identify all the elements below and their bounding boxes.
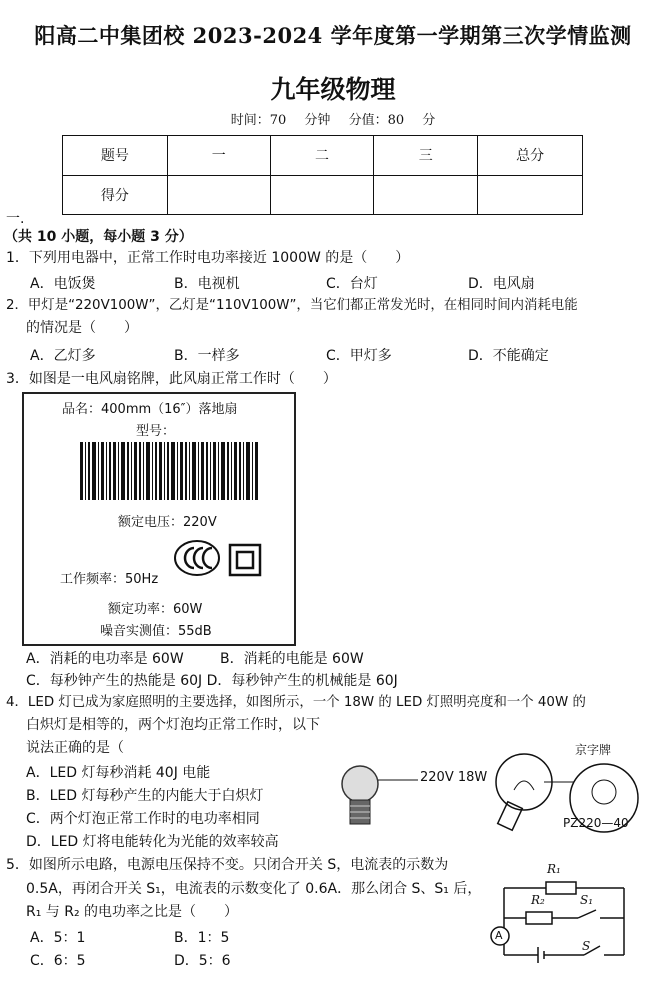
plate-frequency: 工作频率：50Hz xyxy=(60,572,159,587)
q5-option-d: D．5：6 xyxy=(174,953,231,969)
plate-voltage: 额定电压：220V xyxy=(118,515,217,530)
q2-option-c: C．甲灯多 xyxy=(326,348,392,364)
score-table xyxy=(62,135,583,215)
q1-option-c: C．台灯 xyxy=(326,276,378,292)
circuit-label-s: S xyxy=(582,939,591,953)
circuit-label-ammeter: A xyxy=(495,929,503,942)
exam-subject: 九年级物理 xyxy=(270,75,396,104)
q4-option-d: D．LED 灯将电能转化为光能的效率较高 xyxy=(26,834,279,850)
bulb-brand-label: 京字牌 xyxy=(575,743,612,757)
plate-name: 品名：400mm（16″）落地扇 xyxy=(62,402,238,417)
plate-noise: 噪音实测值：55dB xyxy=(100,624,212,639)
score-label: 分值：80 分 xyxy=(348,113,436,128)
score-header-cell: 三 xyxy=(374,136,478,176)
score-header-cell: 题号 xyxy=(63,136,168,176)
time-label: 时间：70 分钟 xyxy=(230,113,331,128)
barcode-image xyxy=(80,442,260,500)
score-cell[interactable] xyxy=(270,175,374,215)
q5-stem-line3: R₁ 与 R₂ 的电功率之比是（ ） xyxy=(26,904,239,920)
q4-option-a: A．LED 灯每秒消耗 40J 电能 xyxy=(26,765,211,781)
q5-stem-line2: 0.5A，再闭合开关 S₁，电流表的示数变化了 0.6A．那么闭合 S、S₁ 后， xyxy=(26,881,482,897)
q5-option-a: A．5：1 xyxy=(30,930,86,946)
q3-option-b: B．消耗的电能是 60W xyxy=(220,651,364,667)
led-bulb-image xyxy=(338,762,418,834)
score-cell[interactable] xyxy=(374,175,478,215)
q5-stem-line1: 5．如图所示电路，电源电压保持不变。只闭合开关 S，电流表的示数为 xyxy=(6,857,449,873)
score-header-cell: 总分 xyxy=(478,136,583,176)
exam-title: 阳高二中集团校 2023-2024 学年度第一学期第三次学情监测 xyxy=(34,23,632,48)
q5-option-b: B．1：5 xyxy=(174,930,230,946)
plate-model: 型号： xyxy=(136,424,176,439)
score-table-row xyxy=(63,175,583,215)
q2-option-d: D．不能确定 xyxy=(468,348,549,364)
q5-option-c: C．6：5 xyxy=(30,953,86,969)
q1-option-a: A．电饭煲 xyxy=(30,276,96,292)
score-row-label: 得分 xyxy=(63,175,168,215)
q1-stem: 1．下列用电器中，正常工作时电功率接近 1000W 的是（ ） xyxy=(6,250,410,266)
section-number: 一. xyxy=(6,211,25,227)
q1-option-d: D．电风扇 xyxy=(468,276,535,292)
q4-option-b: B．LED 灯每秒产生的内能大于白炽灯 xyxy=(26,788,264,804)
score-header-cell: 一 xyxy=(167,136,270,176)
q2-stem-line2: 的情况是（ ） xyxy=(26,320,138,336)
q2-option-a: A．乙灯多 xyxy=(30,348,96,364)
section-note: （共 10 小题，每小题 3 分） xyxy=(4,229,193,245)
exam-meta xyxy=(0,109,666,128)
q2-option-b: B．一样多 xyxy=(174,348,240,364)
plate-power: 额定功率：60W xyxy=(108,602,203,617)
circuit-label-s1: S₁ xyxy=(580,893,594,907)
score-table-header-row xyxy=(63,136,583,176)
q1-option-b: B．电视机 xyxy=(174,276,240,292)
q3-option-cd: C．每秒钟产生的热能是 60J D．每秒钟产生的机械能是 60J xyxy=(26,673,398,689)
q4-option-c: C．两个灯泡正常工作时的电功率相同 xyxy=(26,811,260,827)
score-cell[interactable] xyxy=(167,175,270,215)
circuit-diagram xyxy=(486,860,631,970)
q4-stem-line3: 说法正确的是（ xyxy=(26,740,124,756)
q3-option-a: A．消耗的电功率是 60W xyxy=(26,651,184,667)
circuit-label-r2: R₂ xyxy=(531,893,545,907)
q2-stem-line1: 2．甲灯是“220V100W”，乙灯是“110V100W”，当它们都正常发光时，在相同时间内消耗电能 xyxy=(6,298,578,313)
double-insulation-icon xyxy=(228,543,262,577)
q3-stem: 3．如图是一电风扇铭牌，此风扇正常工作时（ ） xyxy=(6,371,337,387)
score-header-cell: 二 xyxy=(270,136,374,176)
q4-stem-line2: 白炽灯是相等的，两个灯泡均正常工作时，以下 xyxy=(26,717,320,733)
score-cell[interactable] xyxy=(478,175,583,215)
circuit-label-r1: R₁ xyxy=(547,862,561,876)
bulb-rating-label: PZ220—40 xyxy=(563,816,629,830)
q4-stem-line1: 4．LED 灯已成为家庭照明的主要选择，如图所示，一个 18W 的 LED 灯照明亮度和一个 40W 的 xyxy=(6,695,586,710)
led-rating-label: 220V 18W xyxy=(420,770,488,785)
ccc-cert-icon xyxy=(172,538,222,578)
